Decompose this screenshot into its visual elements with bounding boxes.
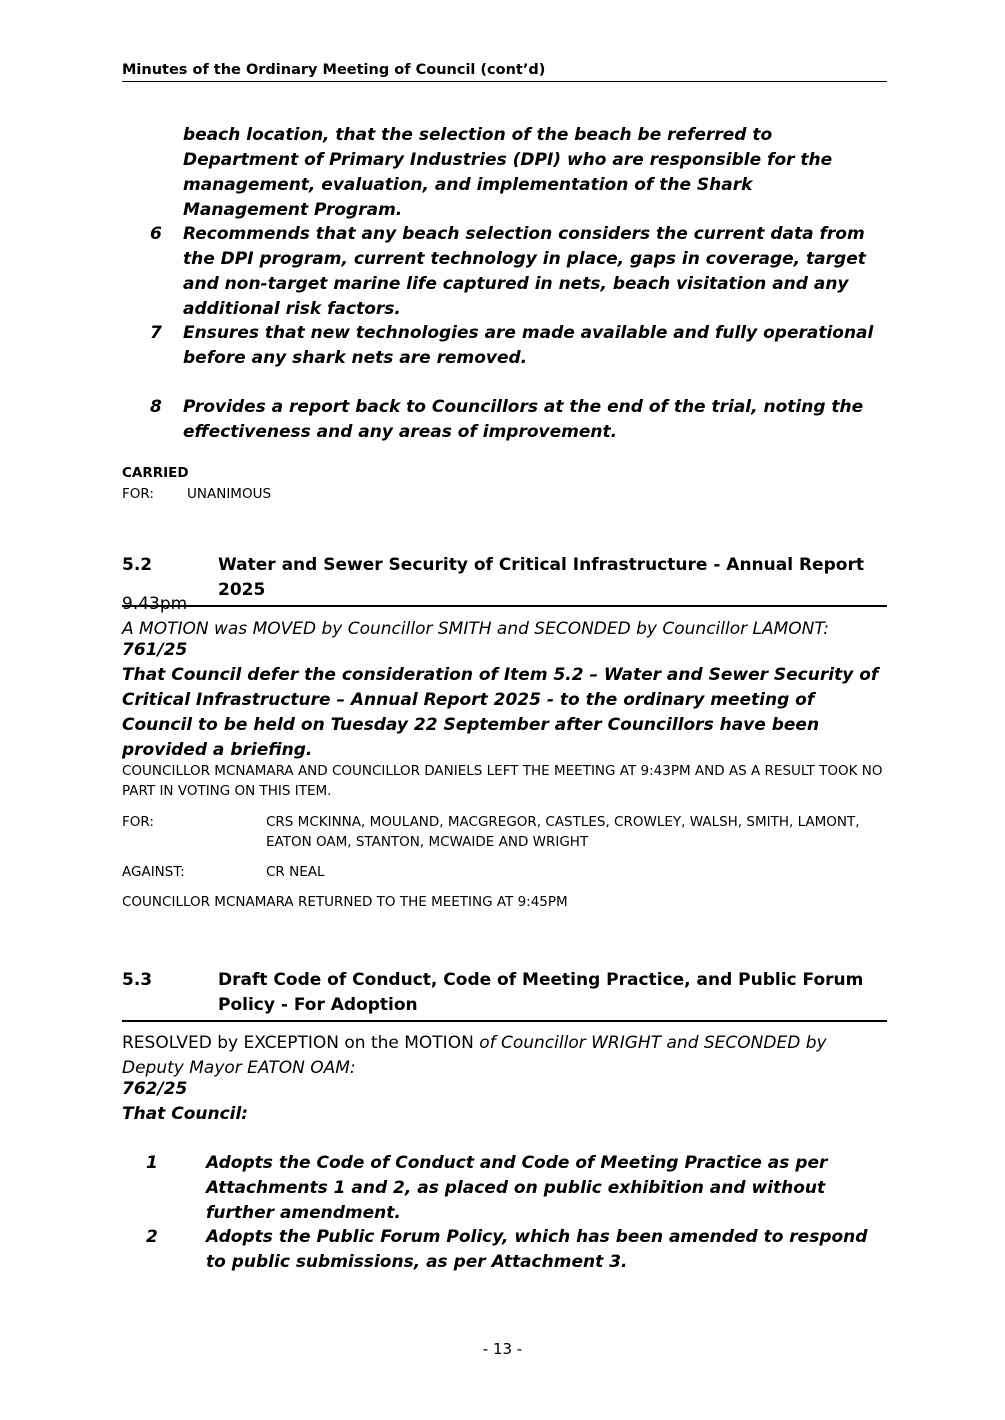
section-title: Draft Code of Conduct, Code of Meeting Practice, and Public Forum Policy - For Adoption xyxy=(218,970,864,1015)
item-number: 8 xyxy=(150,397,162,417)
vote-for-label: FOR: xyxy=(122,486,154,502)
item-text: Provides a report back to Councillors at the end of the trial, noting the effectiveness and any areas of improvement. xyxy=(183,397,864,442)
item-text: Recommends that any beach selection considers the current data from the DPI program, current technology in place, gaps in coverage, target and non-target marine life captured in nets, beach visitation and any additional risk factors. xyxy=(183,224,866,319)
item-number: 2 xyxy=(146,1227,158,1247)
vote-against-value: CR NEAL xyxy=(266,864,325,880)
attendance-note: COUNCILLOR MCNAMARA AND COUNCILLOR DANIELS LEFT THE MEETING AT 9:43PM AND AS A RESULT TOOK NO PART IN VOTING ON THIS ITEM. xyxy=(122,763,883,799)
page-number: - 13 - xyxy=(482,1340,523,1358)
motion-text: A MOTION was MOVED by Councillor SMITH and SECONDED by Councillor LAMONT: xyxy=(122,619,829,639)
section-title: Water and Sewer Security of Critical Infrastructure - Annual Report 2025 xyxy=(218,555,864,600)
page-header: Minutes of the Ordinary Meeting of Council (cont’d) xyxy=(122,62,887,82)
resolved-prefix: RESOLVED by EXCEPTION on the MOTION xyxy=(122,1033,474,1053)
item-text: Ensures that new technologies are made available and fully operational before any shark nets are removed. xyxy=(183,323,874,368)
resolved-rest: of Councillor WRIGHT and SECONDED by Deputy Mayor EATON OAM: xyxy=(122,1033,827,1078)
vote-for-value: UNANIMOUS xyxy=(187,486,272,502)
section-heading-5-3 xyxy=(122,968,887,1022)
section-number: 5.3 xyxy=(122,970,153,990)
section-heading-5-2 xyxy=(122,553,887,607)
resolution-intro: That Council: xyxy=(122,1104,249,1124)
item-text: Adopts the Code of Conduct and Code of Meeting Practice as per Attachments 1 and 2, as placed on public exhibition and without further amendment. xyxy=(206,1153,828,1223)
item-number: 7 xyxy=(150,323,162,343)
section-number: 5.2 xyxy=(122,555,153,575)
resolution-number: 761/25 xyxy=(122,640,188,660)
item-number: 6 xyxy=(150,224,162,244)
vote-against-label: AGAINST: xyxy=(122,864,185,880)
resolution-number: 762/25 xyxy=(122,1079,188,1099)
vote-for-label: FOR: xyxy=(122,814,154,830)
item-text: Adopts the Public Forum Policy, which has been amended to respond to public submissions, as per Attachment 3. xyxy=(206,1227,868,1272)
carried-label: CARRIED xyxy=(122,465,189,481)
continued-paragraph: beach location, that the selection of the beach be referred to Department of Primary Industries (DPI) who are responsible for the management, evaluation, and implementation of the Shark Management Program. xyxy=(183,125,833,220)
item-number: 1 xyxy=(146,1153,158,1173)
resolution-text: That Council defer the consideration of Item 5.2 – Water and Sewer Security of Critical Infrastructure – Annual Report 2025 - to the ordinary meeting of Council to be held on Tuesday 22 September after Councillors have been provided a briefing. xyxy=(122,665,879,760)
motion-time: 9.43pm xyxy=(122,594,188,614)
returned-note: COUNCILLOR MCNAMARA RETURNED TO THE MEETING AT 9:45PM xyxy=(122,894,568,910)
vote-for-value: CRS MCKINNA, MOULAND, MACGREGOR, CASTLES, CROWLEY, WALSH, SMITH, LAMONT, EATON OAM, STANTON, MCWAIDE AND WRIGHT xyxy=(266,814,860,850)
resolved-text xyxy=(122,1031,882,1081)
